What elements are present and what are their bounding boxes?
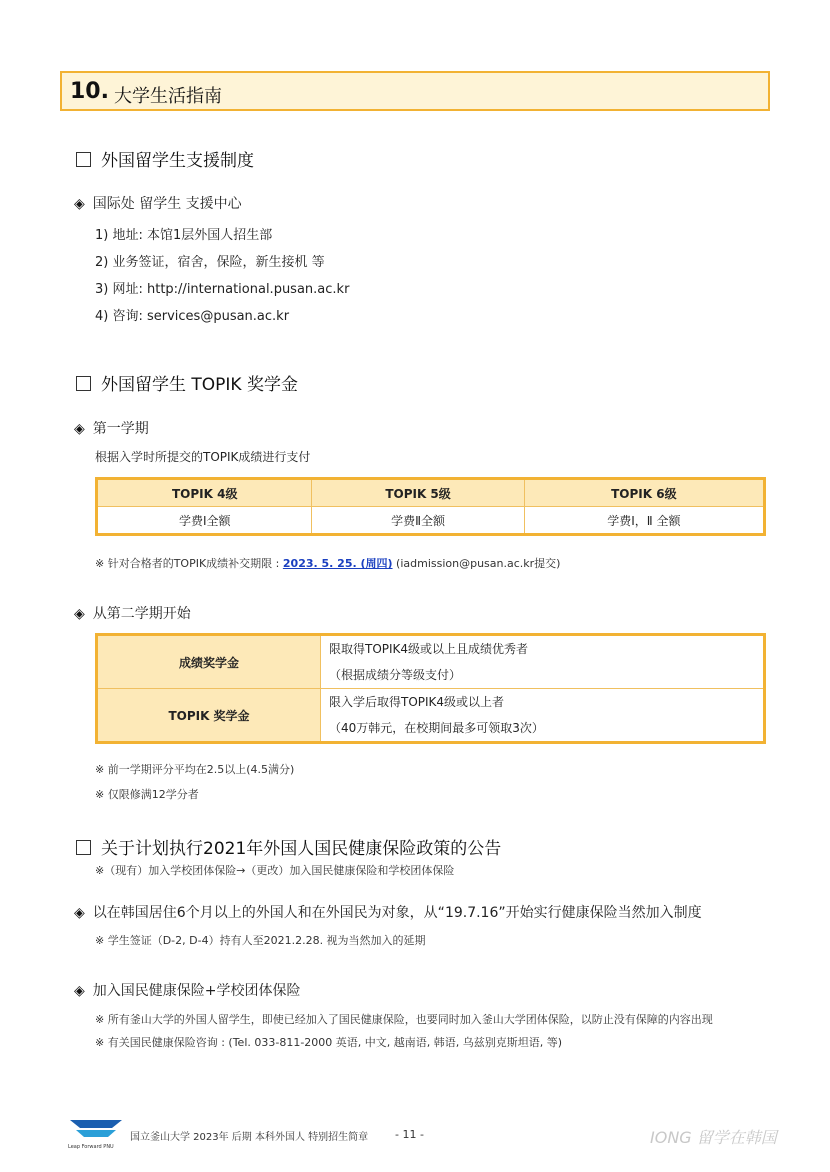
first-semester-desc: 根据入学时所提交的TOPIK成绩进行支付 xyxy=(95,450,311,464)
checkbox-square-icon xyxy=(76,376,91,391)
table-label-cell: 成绩奖学金 xyxy=(97,635,321,689)
checkbox-square-icon xyxy=(76,152,91,167)
table-header-cell: TOPIK 4级 xyxy=(97,479,312,507)
table-header-row xyxy=(97,479,765,507)
section-title: 大学生活指南 xyxy=(114,86,222,107)
subheading-support-center: ◈ 国际处 留学生 支援中心 xyxy=(74,196,242,212)
list-item: 2) 业务签证，宿舍，保险，新生接机 等 xyxy=(95,255,325,270)
list-item: 1) 地址: 本馆1层外国人招生部 xyxy=(95,228,273,243)
table-row xyxy=(97,635,765,689)
table-cell: 学费Ⅰ全额 xyxy=(97,507,312,535)
list-item: 4) 咨询: services@pusan.ac.kr xyxy=(95,309,290,324)
diamond-bullet-icon: ◈ xyxy=(74,983,85,999)
table-row xyxy=(97,507,765,535)
topik-deadline-note: ※ 针对合格者的TOPIK成绩补交期限 : 2023. 5. 25. (周四) (iadmission@pusan.ac.kr提交) xyxy=(95,557,561,570)
insurance-contact-note: ※ 有关国民健康保险咨询 : (Tel. 033-811-2000 英语, 中文, 越南语, 韩语, 乌兹别克斯坦语, 等) xyxy=(95,1036,563,1049)
second-semester-table xyxy=(95,633,766,744)
logo-caption: Leap Forward PNU xyxy=(68,1144,114,1150)
diamond-bullet-icon: ◈ xyxy=(74,606,85,622)
subheading-first-semester: ◈ 第一学期 xyxy=(74,421,149,437)
table-label-cell: TOPIK 奖学金 xyxy=(97,689,321,743)
subheading-second-semester: ◈ 从第二学期开始 xyxy=(74,606,191,622)
table-header-cell: TOPIK 6级 xyxy=(524,479,764,507)
table-header-cell: TOPIK 5级 xyxy=(312,479,524,507)
page-number: - 11 - xyxy=(395,1128,424,1141)
pnu-logo-icon xyxy=(68,1118,124,1140)
insurance-change-note: ※（现有）加入学校团体保险→（更改）加入国民健康保险和学校团体保险 xyxy=(95,864,455,877)
diamond-bullet-icon: ◈ xyxy=(74,421,85,437)
subheading-insurance-join: ◈ 加入国民健康保险+学校团体保险 xyxy=(74,983,301,999)
table-cell: 学费Ⅰ，Ⅱ 全额 xyxy=(524,507,764,535)
note-gpa: ※ 前一学期评分平均在2.5以上(4.5满分) xyxy=(95,763,295,776)
footer-text: 国立釜山大学 2023年 后期 本科外国人 特别招生简章 xyxy=(130,1132,369,1143)
table-cell: 学费Ⅱ全额 xyxy=(312,507,524,535)
section-banner xyxy=(60,71,770,111)
diamond-bullet-icon: ◈ xyxy=(74,905,85,921)
group-insurance-note: ※ 所有釜山大学的外国人留学生，即使已经加入了国民健康保险，也要同时加入釜山大学团体保险，以防止没有保障的内容出现 xyxy=(95,1013,713,1026)
pnu-logo xyxy=(68,1118,124,1148)
list-item: 3) 网址: http://international.pusan.ac.kr xyxy=(95,282,350,297)
table-value-cell: 限入学后取得TOPIK4级或以上者 （40万韩元，在校期间最多可领取3次） xyxy=(321,689,765,743)
note-credits: ※ 仅限修满12学分者 xyxy=(95,788,199,801)
watermark: IONG 留学在韩国 xyxy=(650,1128,777,1147)
checkbox-square-icon xyxy=(76,840,91,855)
deadline-date-link[interactable]: 2023. 5. 25. (周四) xyxy=(282,557,393,570)
subheading-insurance-mandatory: ◈ 以在韩国居住6个月以上的外国人和在外国民为对象，从“19.7.16”开始实行健康保险当然加入制度 xyxy=(74,905,702,921)
table-value-cell: 限取得TOPIK4级或以上且成绩优秀者 （根据成绩分等级支付） xyxy=(321,635,765,689)
heading-health-insurance: 关于计划执行2021年外国人国民健康保险政策的公告 xyxy=(76,834,501,859)
student-visa-note: ※ 学生签证（D-2, D-4）持有人至2021.2.28. 视为当然加入的延期 xyxy=(95,934,426,947)
section-number: 10. xyxy=(70,79,109,104)
heading-support-system: 外国留学生支援制度 xyxy=(76,146,254,171)
heading-topik-scholarship: 外国留学生 TOPIK 奖学金 xyxy=(76,370,298,395)
diamond-bullet-icon: ◈ xyxy=(74,196,85,212)
first-semester-table xyxy=(95,477,766,536)
table-row xyxy=(97,689,765,743)
